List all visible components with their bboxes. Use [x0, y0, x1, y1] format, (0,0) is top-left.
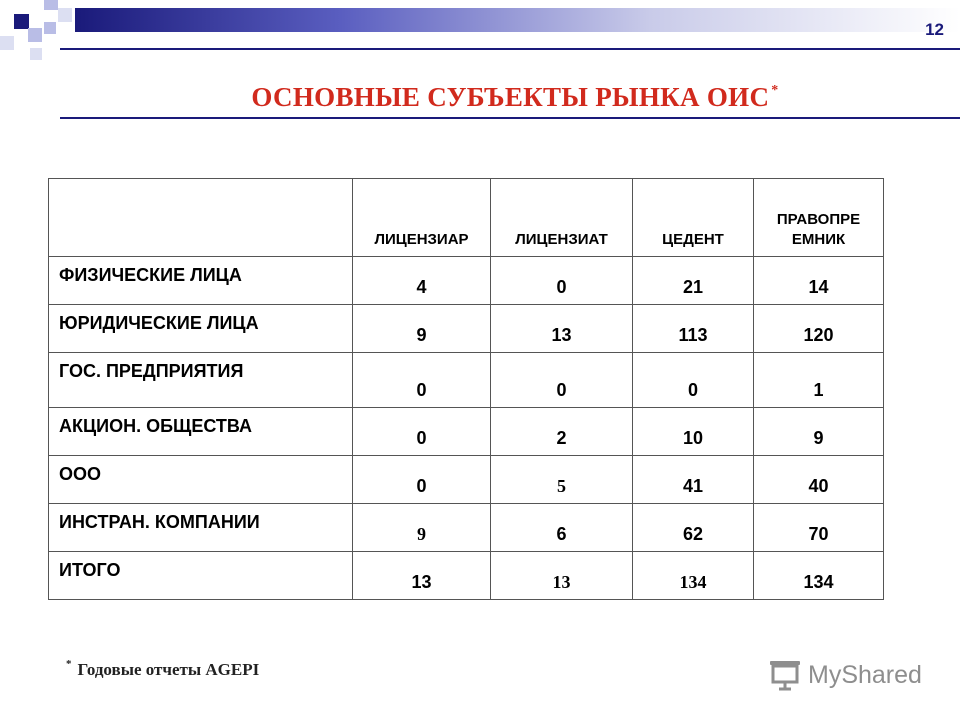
watermark-logo	[768, 657, 928, 693]
table-cell: 0	[633, 353, 754, 408]
table-row	[49, 353, 884, 408]
row-label: ФИЗИЧЕСКИЕ ЛИЦА	[49, 257, 353, 305]
table-cell: 0	[353, 353, 491, 408]
table-cell: 13	[491, 305, 633, 353]
row-label: ООО	[49, 456, 353, 504]
corner-square-navy	[14, 14, 29, 29]
table-cell: 0	[353, 456, 491, 504]
slide-title	[0, 82, 960, 113]
header-gradient-bar	[75, 8, 960, 32]
header-corner-cell	[49, 179, 353, 257]
table-cell: 134	[633, 552, 754, 600]
table-cell: 0	[353, 408, 491, 456]
table-row	[49, 305, 884, 353]
table-cell: 120	[754, 305, 884, 353]
row-label: ИТОГО	[49, 552, 353, 600]
table-cell: 70	[754, 504, 884, 552]
title-footnote-mark: *	[771, 83, 779, 98]
corner-square-lavender	[28, 28, 42, 42]
corner-square-lavender	[44, 22, 56, 34]
corner-square-pale	[0, 36, 14, 50]
column-header-licensee: ЛИЦЕНЗИАТ	[491, 179, 633, 257]
table-header-row	[49, 179, 884, 257]
table-cell: 13	[353, 552, 491, 600]
row-label: АКЦИОН. ОБЩЕСТВА	[49, 408, 353, 456]
table-cell: 0	[491, 257, 633, 305]
table-cell: 41	[633, 456, 754, 504]
table-row	[49, 456, 884, 504]
table-cell: 13	[491, 552, 633, 600]
table-cell: 2	[491, 408, 633, 456]
table-cell: 6	[491, 504, 633, 552]
table-row	[49, 408, 884, 456]
table-cell: 9	[353, 305, 491, 353]
footnote	[66, 658, 259, 680]
title-rule	[60, 117, 960, 119]
table-cell: 9	[353, 504, 491, 552]
row-label: ГОС. ПРЕДПРИЯТИЯ	[49, 353, 353, 408]
corner-square-lavender	[44, 0, 58, 10]
header-rule	[60, 48, 960, 50]
column-header-successor	[754, 179, 884, 257]
footnote-mark: *	[66, 658, 72, 670]
row-label: ЮРИДИЧЕСКИЕ ЛИЦА	[49, 305, 353, 353]
row-label: ИНСТРАН. КОМПАНИИ	[49, 504, 353, 552]
column-header-assignor: ЦЕДЕНТ	[633, 179, 754, 257]
column-header-licensor: ЛИЦЕНЗИАР	[353, 179, 491, 257]
table-cell: 4	[353, 257, 491, 305]
corner-square-pale	[30, 48, 42, 60]
projector-screen-icon	[768, 659, 802, 696]
table-cell: 134	[754, 552, 884, 600]
corner-square-pale	[58, 8, 72, 22]
table-cell: 9	[754, 408, 884, 456]
table-cell: 62	[633, 504, 754, 552]
slide-title-text: ОСНОВНЫЕ СУБЪЕКТЫ РЫНКА ОИС	[251, 82, 770, 112]
market-subjects-table	[48, 178, 884, 600]
table-cell: 1	[754, 353, 884, 408]
table-cell: 113	[633, 305, 754, 353]
table-cell: 10	[633, 408, 754, 456]
column-header-successor-text: ПРАВОПРЕ ЕМНИК	[776, 211, 861, 248]
slide-number: 12	[925, 20, 944, 39]
table-cell: 40	[754, 456, 884, 504]
table-total-row	[49, 552, 884, 600]
table-cell: 0	[491, 353, 633, 408]
watermark-text: MyShared	[808, 661, 922, 689]
table-cell: 5	[491, 456, 633, 504]
table-row	[49, 257, 884, 305]
table-cell: 21	[633, 257, 754, 305]
table-cell: 14	[754, 257, 884, 305]
table-row	[49, 504, 884, 552]
footnote-text: Годовые отчеты AGEPI	[77, 660, 260, 679]
